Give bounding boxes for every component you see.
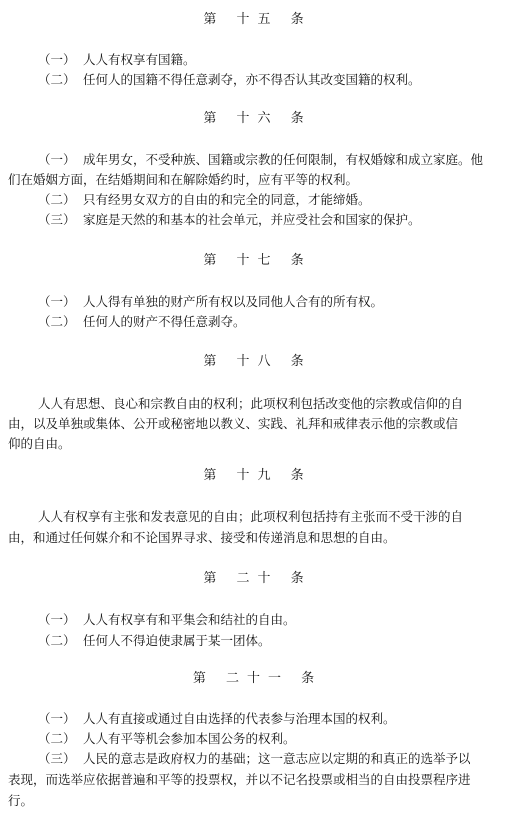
article-title: 第 二十一 条	[192, 671, 323, 686]
clause-text: 人人有平等机会参加本国公务的权利。	[83, 731, 296, 746]
clause-number: （三）	[38, 212, 76, 227]
clause-number: （一）	[38, 52, 76, 67]
clause-text: 成年男女，不受种族、国籍或宗教的任何限制，有权婚嫁和成立家庭。他	[83, 152, 484, 167]
clause-number: （一）	[38, 612, 76, 627]
clause-number: （二）	[38, 72, 76, 87]
clause-number: （一）	[38, 294, 76, 309]
clause-text: 人民的意志是政府权力的基础；这一意志应以定期的和真正的选举予以	[83, 751, 471, 766]
paragraph-line: 仰的自由。	[8, 436, 71, 451]
clause-text: 行。	[8, 793, 34, 808]
clause-text: 表现，而选举应依据普遍和平等的投票权，并以不记名投票或相当的自由投票程序进	[8, 772, 471, 787]
clause-number: （三）	[38, 751, 76, 766]
clause-text: 人人有权享有和平集会和结社的自由。	[83, 612, 296, 627]
paragraph-line: 由，以及单独或集体、公开或秘密地以教义、实践、礼拜和戒律表示他的宗教或信	[8, 416, 459, 431]
article-title: 第 十七 条	[203, 253, 312, 268]
clause-text: 们在婚姻方面，在结婚期间和在解除婚约时，应有平等的权利。	[8, 172, 359, 187]
clause-number: （二）	[38, 731, 76, 746]
clause-text: 只有经男女双方的自由的和完全的同意，才能缔婚。	[83, 192, 371, 207]
clause-text: 家庭是天然的和基本的社会单元，并应受社会和国家的保护。	[83, 212, 421, 227]
clause-text: 任何人的国籍不得任意剥夺，亦不得否认其改变国籍的权利。	[83, 72, 421, 87]
article-title: 第 十九 条	[203, 468, 312, 483]
clause-number: （二）	[38, 192, 76, 207]
article-title: 第 十五 条	[203, 12, 312, 27]
clause-text: 任何人的财产不得任意剥夺。	[83, 314, 246, 329]
article-title: 第 十八 条	[203, 354, 312, 369]
clause-number: （二）	[38, 633, 76, 648]
article-title: 第 二十 条	[203, 571, 312, 586]
article-title: 第 十六 条	[203, 111, 312, 126]
clause-text: 人人得有单独的财产所有权以及同他人合有的所有权。	[83, 294, 384, 309]
paragraph-line: 人人有权享有主张和发表意见的自由；此项权利包括持有主张而不受干涉的自	[38, 509, 464, 524]
paragraph-line: 由，和通过任何媒介和不论国界寻求、接受和传递消息和思想的自由。	[8, 530, 396, 545]
clause-text: 人人有直接或通过自由选择的代表参与治理本国的权利。	[83, 711, 396, 726]
clause-number: （二）	[38, 314, 76, 329]
paragraph-line: 人人有思想、良心和宗教自由的权利；此项权利包括改变他的宗教或信仰的自	[38, 396, 464, 411]
clause-text: 人人有权享有国籍。	[83, 52, 196, 67]
clause-number: （一）	[38, 152, 76, 167]
clause-text: 任何人不得迫使隶属于某一团体。	[83, 633, 271, 648]
clause-number: （一）	[38, 711, 76, 726]
